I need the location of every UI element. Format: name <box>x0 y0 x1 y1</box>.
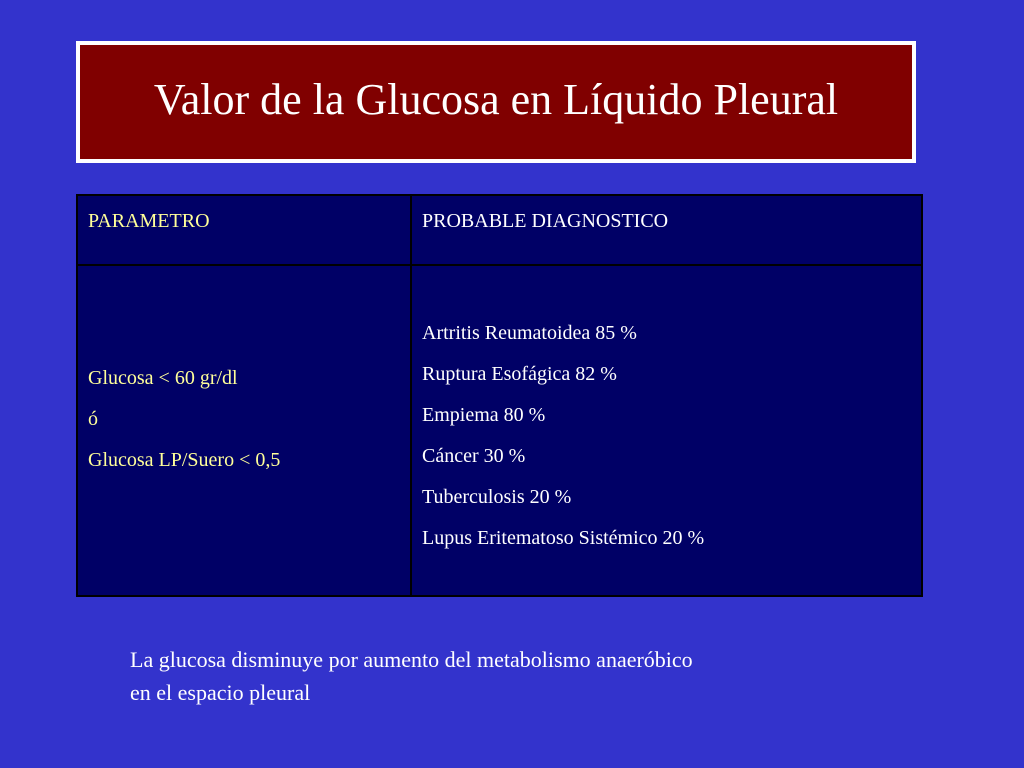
diagnosis-line: Ruptura Esofágica 82 % <box>422 363 617 385</box>
diagnosis-line: Cáncer 30 % <box>422 445 526 467</box>
diagnosis-cell <box>422 313 704 559</box>
table-row-divider <box>78 264 921 266</box>
diagnosis-line: Lupus Eritematoso Sistémico 20 % <box>422 527 705 549</box>
parameter-line: ó <box>88 408 98 430</box>
diagnosis-line: Artritis Reumatoidea 85 % <box>422 322 637 344</box>
parameter-line: Glucosa LP/Suero < 0,5 <box>88 449 281 471</box>
table-column-divider <box>410 196 412 595</box>
header-parametro: PARAMETRO <box>88 210 210 232</box>
parameter-line: Glucosa < 60 gr/dl <box>88 367 238 389</box>
footnote-line: La glucosa disminuye por aumento del metabolismo anaeróbico <box>130 647 693 672</box>
footnote <box>130 643 693 709</box>
diagnosis-table <box>76 194 923 597</box>
diagnosis-line: Tuberculosis 20 % <box>422 486 572 508</box>
footnote-line: en el espacio pleural <box>130 680 311 705</box>
diagnosis-line: Empiema 80 % <box>422 404 546 426</box>
slide-title: Valor de la Glucosa en Líquido Pleural <box>153 74 839 124</box>
header-probable-diagnostico: PROBABLE DIAGNOSTICO <box>422 210 669 232</box>
title-box <box>76 41 916 163</box>
parameter-cell <box>88 358 280 481</box>
